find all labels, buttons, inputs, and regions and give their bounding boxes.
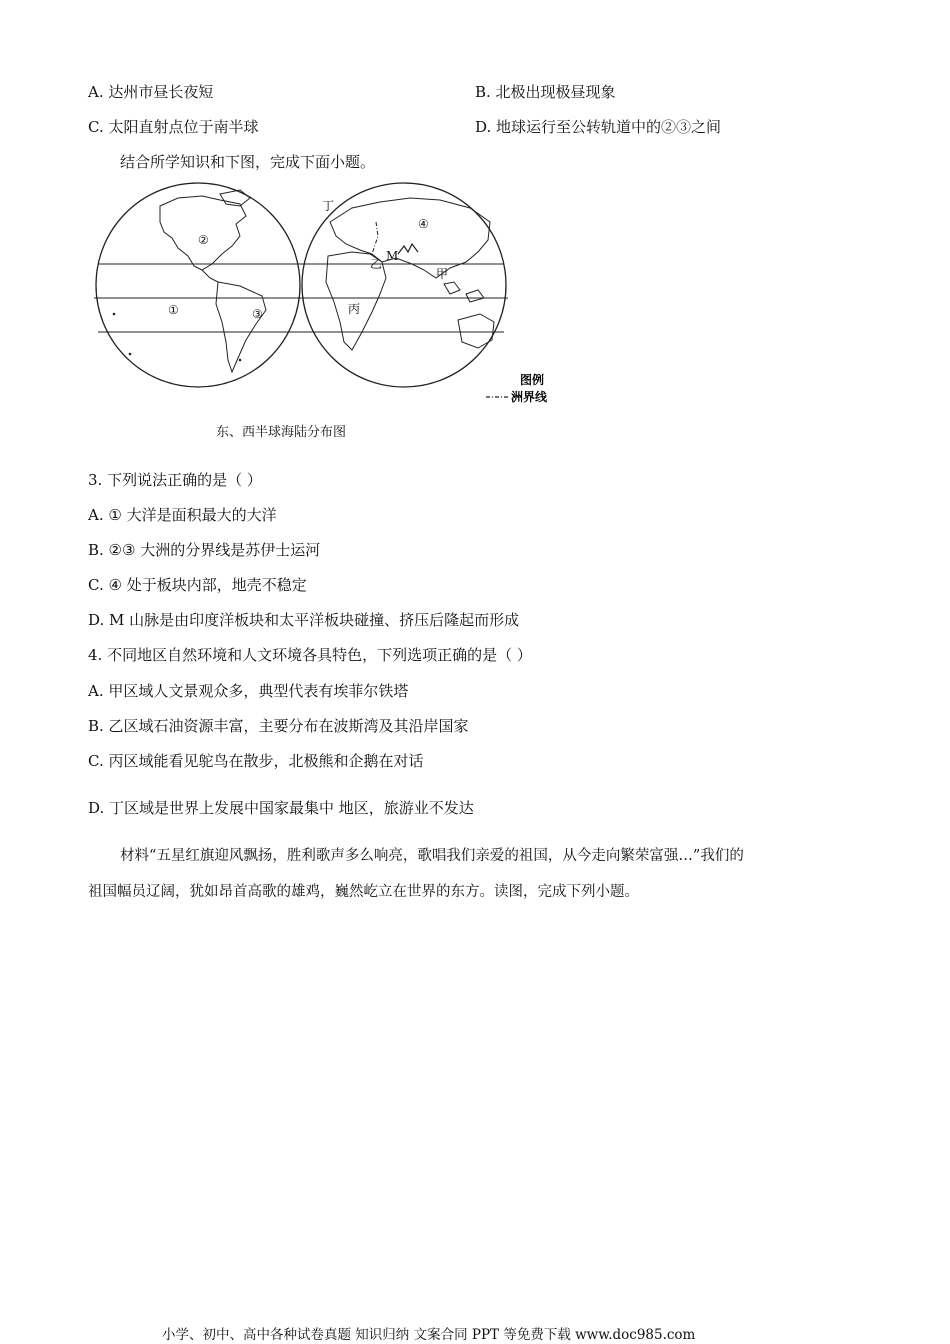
legend-item: 洲界线 xyxy=(511,390,548,404)
intro-text: 结合所学知识和下图，完成下面小题。 xyxy=(120,153,376,171)
label-four: ④ xyxy=(418,217,429,231)
q3-option-b: B. ②③ 大洲的分界线是苏伊士运河 xyxy=(88,541,321,559)
south-america-landmass xyxy=(216,282,266,372)
legend-title: 图例 xyxy=(520,373,545,387)
material-line-2: 祖国幅员辽阔，犹如昂首高歌的雄鸡，巍然屹立在世界的东方。读图，完成下列小题。 xyxy=(88,884,639,900)
label-bing: 丙 xyxy=(348,302,361,316)
eastern-hemisphere-circle xyxy=(302,183,506,387)
q2-option-a: A. 达州市昼长夜短 xyxy=(88,83,214,101)
q2-option-d: D. 地球运行至公转轨道中的②③之间 xyxy=(475,118,722,136)
continent-boundary-line xyxy=(372,222,378,254)
label-one: ① xyxy=(168,303,179,317)
q4-option-b: B. 乙区域石油资源丰富，主要分布在波斯湾及其沿岸国家 xyxy=(88,717,469,735)
label-ding: 丁 xyxy=(322,199,335,213)
material-line-1: 材料“五星红旗迎风飘扬，胜利歌声多么响亮，歌唱我们亲爱的祖国，从今走向繁荣富强…”我们的 xyxy=(120,848,744,864)
mountain-symbol xyxy=(398,244,418,254)
q4-option-d: D. 丁区域是世界上发展中国家最集中 地区，旅游业不发达 xyxy=(88,799,474,817)
hemisphere-map xyxy=(90,182,570,412)
label-m: M xyxy=(386,249,399,263)
map-caption: 东、西半球海陆分布图 xyxy=(216,425,347,440)
label-three: ③ xyxy=(252,307,263,321)
q4-stem: 4. 不同地区自然环境和人文环境各具特色，下列选项正确的是（ ） xyxy=(88,646,532,664)
q2-option-b: B. 北极出现极昼现象 xyxy=(475,83,616,101)
q3-option-c: C. ④ 处于板块内部，地壳不稳定 xyxy=(88,576,307,594)
eurasia-landmass xyxy=(330,198,490,278)
label-jia: 甲 xyxy=(436,267,449,281)
q2-option-c: C. 太阳直射点位于南半球 xyxy=(88,118,259,136)
page-footer: 小学、初中、高中各种试卷真题 知识归纳 文案合同 PPT 等免费下载 www.doc985.com xyxy=(162,1327,696,1343)
q3-option-a: A. ① 大洋是面积最大的大洋 xyxy=(88,506,277,524)
q4-option-c: C. 丙区域能看见鸵鸟在散步，北极熊和企鹅在对话 xyxy=(88,752,424,770)
label-two: ② xyxy=(198,233,209,247)
western-hemisphere-circle xyxy=(96,183,300,387)
q4-option-a: A. 甲区域人文景观众多，典型代表有埃菲尔铁塔 xyxy=(88,682,409,700)
label-yi: 乙 xyxy=(370,257,383,271)
q3-stem: 3. 下列说法正确的是（ ） xyxy=(88,471,262,489)
q3-option-d: D. M 山脉是由印度洋板块和太平洋板块碰撞、挤压后隆起而形成 xyxy=(88,611,520,629)
